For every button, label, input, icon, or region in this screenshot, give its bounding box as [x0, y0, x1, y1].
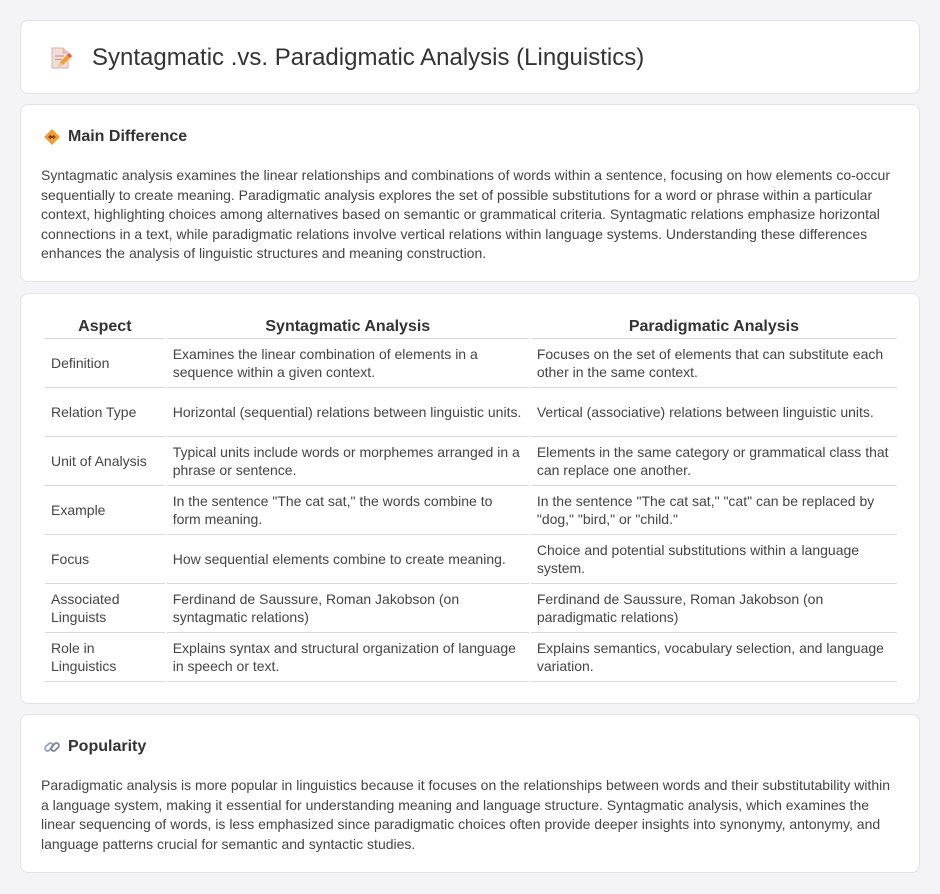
table-row — [45, 486, 897, 535]
diamond-arrows-icon — [43, 128, 61, 146]
main-difference-heading — [43, 127, 187, 147]
table-row — [45, 388, 897, 437]
main-difference-section — [20, 104, 920, 282]
table-row — [45, 535, 897, 584]
table-row — [45, 437, 897, 486]
popularity-section — [20, 714, 920, 873]
column-header: Paradigmatic Analysis — [531, 316, 897, 339]
paradigmatic-cell: Focuses on the set of elements that can substitute each other in the same context. — [531, 339, 897, 388]
main-difference-text: Syntagmatic analysis examines the linear relationships and combinations of words within a sentence, focusing on how elements co-occur sequentially to create meaning. Paradigmatic analysis explores the set of possible substitutions for a word or phrase within a particular context, highlighting choices among alternatives based on semantic or grammatical criteria. Syntagmatic relations emphasize horizontal connections in a text, while paradigmatic relations involve vertical relations within language systems. Understanding these differences enhances the analysis of linguistic structures and meaning construction. — [41, 167, 891, 261]
paradigmatic-cell: Ferdinand de Saussure, Roman Jakobson (on paradigmatic relations) — [531, 584, 897, 633]
section-title: Popularity — [68, 738, 147, 755]
paradigmatic-cell: Elements in the same category or grammatical class that can replace one another. — [531, 437, 897, 486]
aspect-cell: Unit of Analysis — [45, 437, 165, 486]
section-title: Main Difference — [68, 128, 188, 145]
page-title: Syntagmatic .vs. Paradigmatic Analysis (Linguistics) — [92, 44, 645, 71]
syntagmatic-cell: Horizontal (sequential) relations between linguistic units. — [167, 388, 529, 437]
comparison-table — [43, 316, 899, 682]
column-header: Syntagmatic Analysis — [167, 316, 529, 339]
table-row — [45, 633, 897, 682]
link-icon — [43, 738, 61, 756]
paradigmatic-cell: Choice and potential substitutions within a language system. — [531, 535, 897, 584]
column-header: Aspect — [45, 316, 165, 339]
aspect-cell: Definition — [45, 339, 165, 388]
popularity-text: Paradigmatic analysis is more popular in linguistics because it focuses on the relationships between words and their substitutability within a language system, making it essential for understanding meaning and language structure. Syntagmatic analysis, which examines the linear sequencing of words, is less emphasized since paradigmatic choices often provide deeper insights into synonymy, antonymy, and language patterns crucial for semantic and syntactic studies. — [41, 777, 890, 852]
document-pencil-icon — [47, 44, 75, 72]
paradigmatic-cell: Explains semantics, vocabulary selection, and language variation. — [531, 633, 897, 682]
popularity-heading — [43, 737, 146, 757]
syntagmatic-cell: In the sentence "The cat sat," the words combine to form meaning. — [167, 486, 529, 535]
syntagmatic-cell: Typical units include words or morphemes arranged in a phrase or sentence. — [167, 437, 529, 486]
paradigmatic-cell: Vertical (associative) relations between linguistic units. — [531, 388, 897, 437]
syntagmatic-cell: Explains syntax and structural organization of language in speech or text. — [167, 633, 529, 682]
comparison-section — [20, 293, 920, 704]
table-row — [45, 584, 897, 633]
aspect-cell: Relation Type — [45, 388, 165, 437]
table-header-row — [45, 316, 897, 339]
syntagmatic-cell: Examines the linear combination of elements in a sequence within a given context. — [167, 339, 529, 388]
aspect-cell: Example — [45, 486, 165, 535]
aspect-cell: Focus — [45, 535, 165, 584]
title-card — [20, 20, 920, 94]
table-row — [45, 339, 897, 388]
aspect-cell: Role in Linguistics — [45, 633, 165, 682]
aspect-cell: Associated Linguists — [45, 584, 165, 633]
syntagmatic-cell: How sequential elements combine to create meaning. — [167, 535, 529, 584]
paradigmatic-cell: In the sentence "The cat sat," "cat" can be replaced by "dog," "bird," or "child." — [531, 486, 897, 535]
syntagmatic-cell: Ferdinand de Saussure, Roman Jakobson (on syntagmatic relations) — [167, 584, 529, 633]
